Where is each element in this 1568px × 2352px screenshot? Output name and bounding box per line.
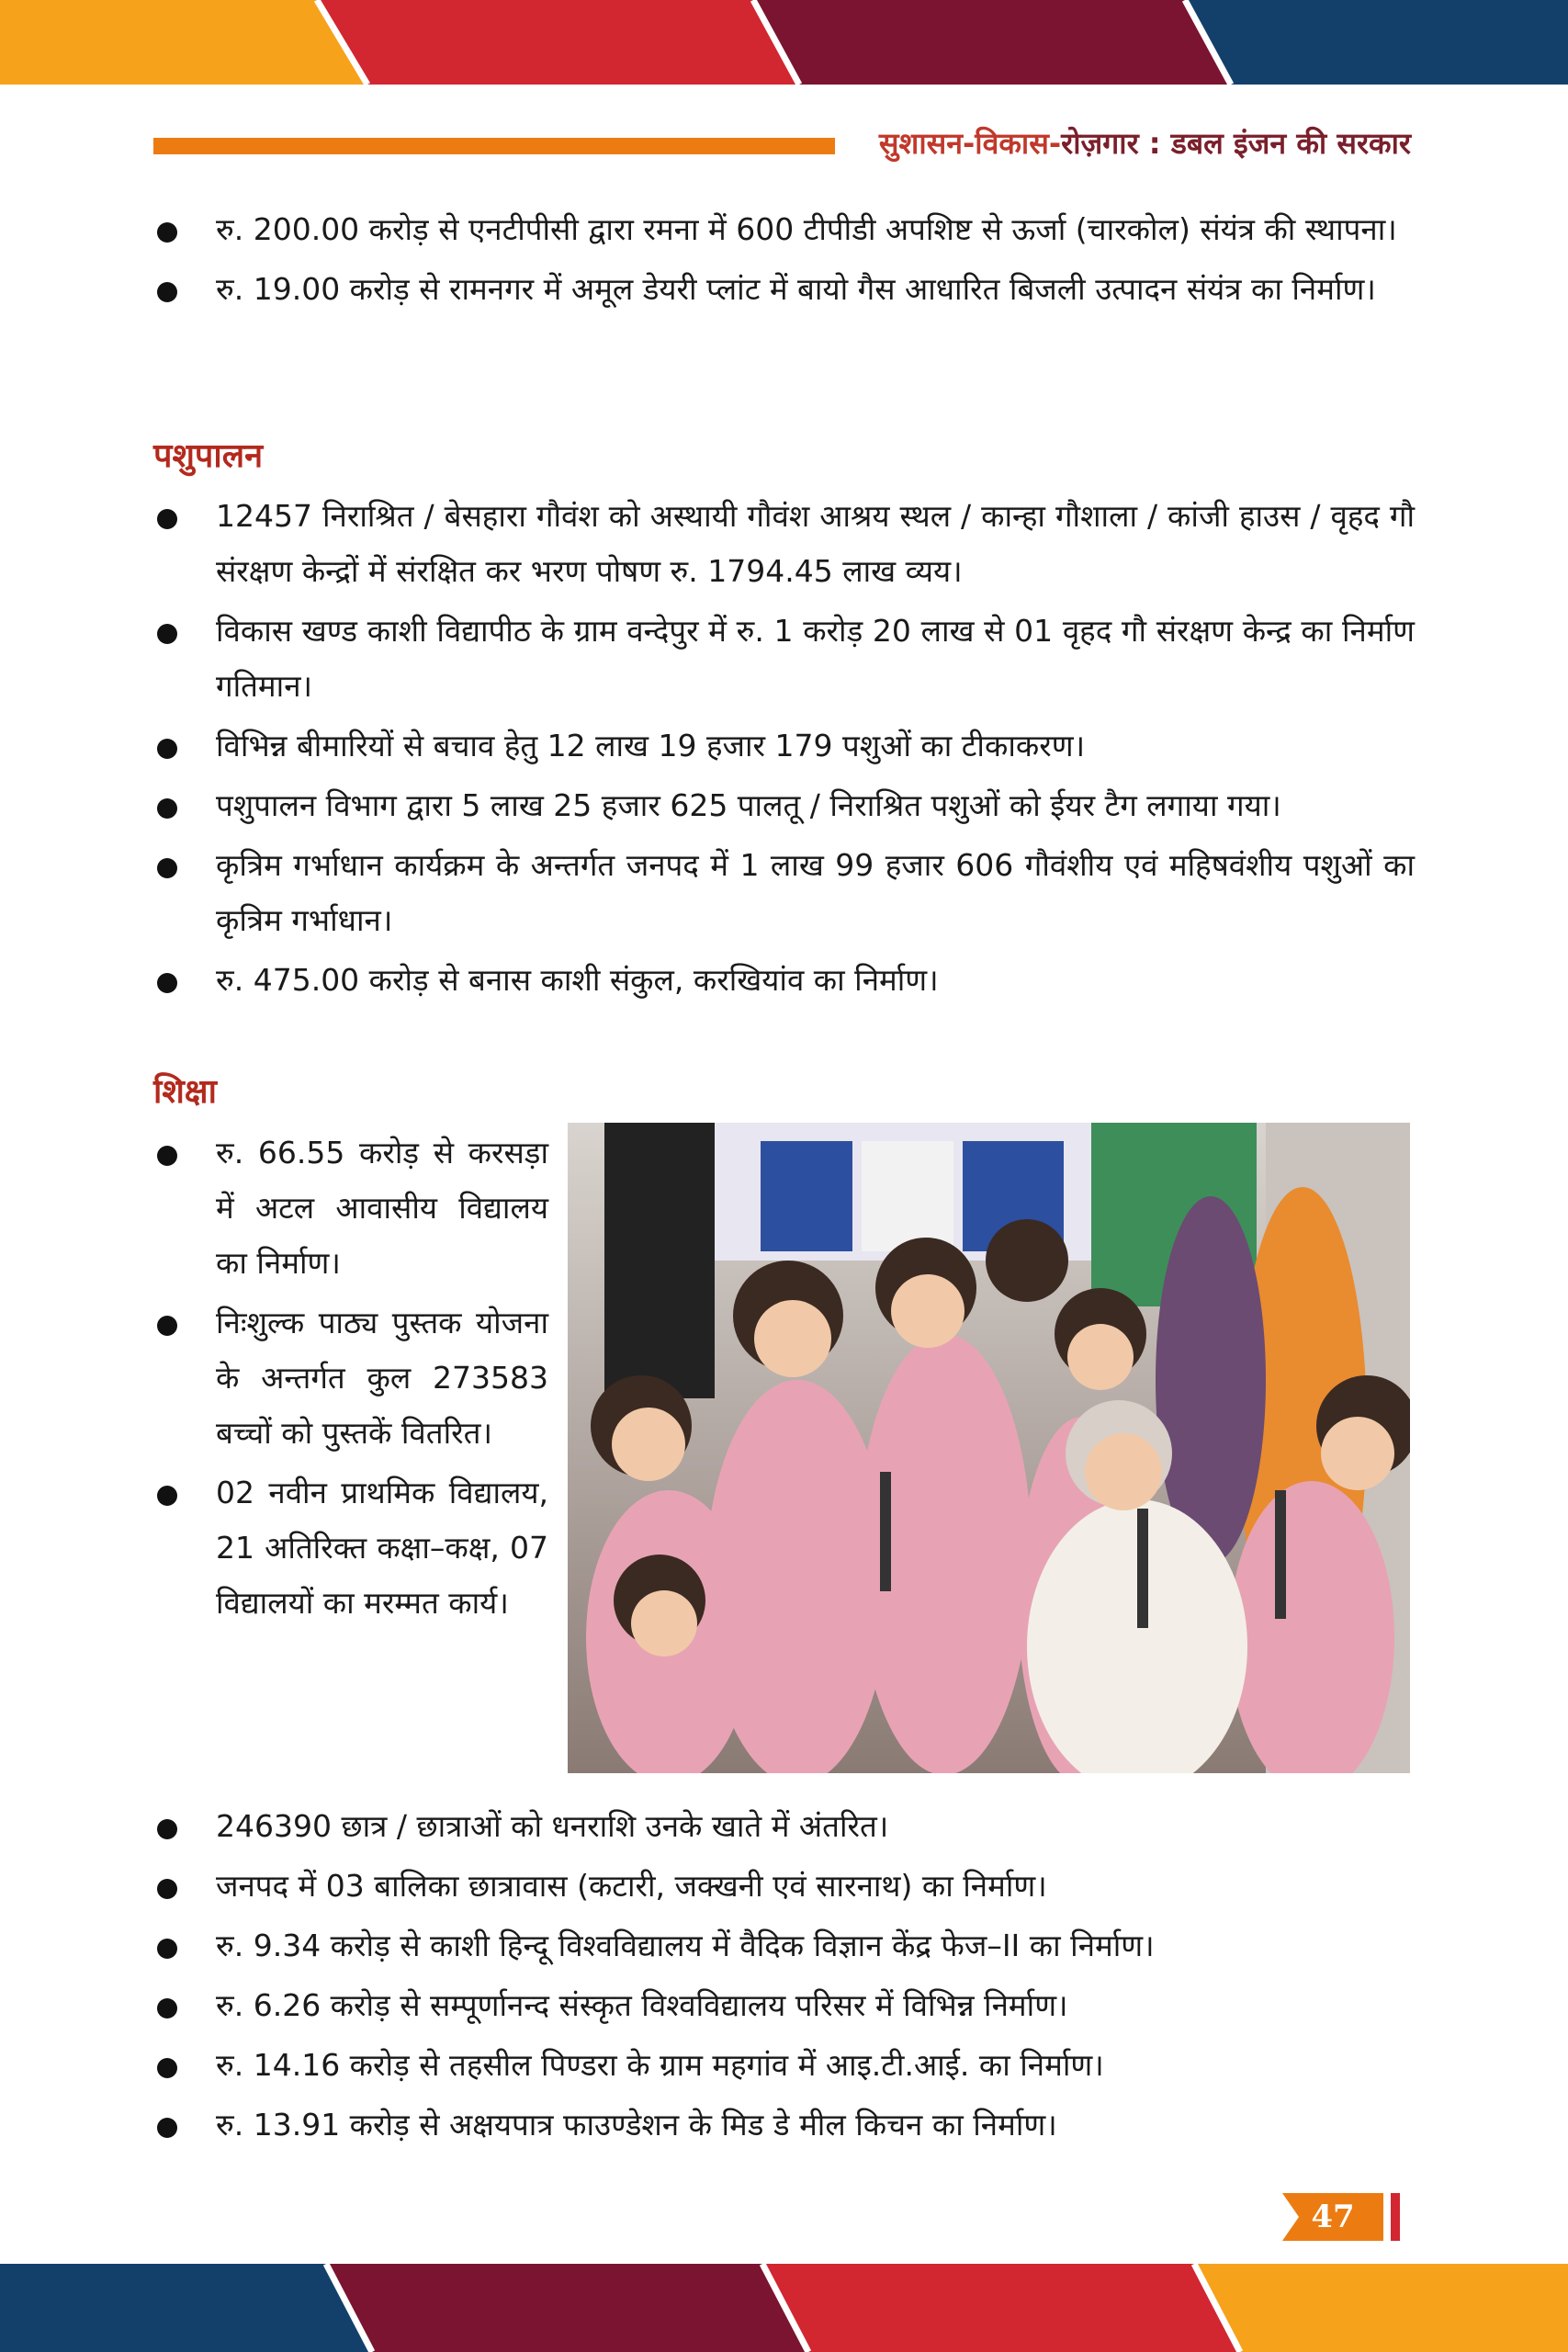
list-item: विभिन्न बीमारियों से बचाव हेतु 12 लाख 19 हजार 179 पशुओं का टीकाकरण। bbox=[153, 718, 1415, 774]
list-item: 12457 निराश्रित / बेसहारा गौवंश को अस्थायी गौवंश आश्रय स्थल / कान्हा गौशाला / कांजी हाउस / वृहद गौ संरक्षण केन्द्रों में संरक्षित कर भरण पोषण रु. 1794.45 लाख व्यय। bbox=[153, 489, 1415, 599]
list-item: रु. 13.91 करोड़ से अक्षयपात्र फाउण्डेशन के मिड डे मील किचन का निर्माण। bbox=[153, 2098, 1415, 2153]
list-item: विकास खण्ड काशी विद्यापीठ के ग्राम वन्देपुर में रु. 1 करोड़ 20 लाख से 01 वृहद गौ संरक्षण केन्द्र का निर्माण गतिमान। bbox=[153, 604, 1415, 714]
list-item: रु. 475.00 करोड़ से बनास काशी संकुल, करखियांव का निर्माण। bbox=[153, 953, 1415, 1008]
list-item: 246390 छात्र / छात्राओं को धनराशि उनके खाते में अंतरित। bbox=[153, 1799, 1415, 1854]
list-item: कृत्रिम गर्भाधान कार्यक्रम के अन्तर्गत जनपद में 1 लाख 99 हजार 606 गौवंशीय एवं महिषवंशीय पशुओं का कृत्रिम गर्भाधान। bbox=[153, 838, 1415, 948]
bottom-color-band bbox=[0, 2264, 1568, 2352]
pashupalan-bullet-list bbox=[153, 489, 1415, 1012]
section-heading-pashupalan: पशुपालन bbox=[153, 437, 264, 475]
list-item: रु. 9.34 करोड़ से काशी हिन्दू विश्वविद्यालय में वैदिक विज्ञान केंद्र फेज–II का निर्माण। bbox=[153, 1918, 1415, 1973]
list-item: रु. 66.55 करोड़ से करसड़ा में अटल आवासीय विद्यालय का निर्माण। bbox=[153, 1125, 548, 1291]
list-item: रु. 19.00 करोड़ से रामनगर में अमूल डेयरी प्लांट में बायो गैस आधारित बिजली उत्पादन संयंत्र का निर्माण। bbox=[153, 262, 1415, 317]
list-item: पशुपालन विभाग द्वारा 5 लाख 25 हजार 625 पालतू / निराश्रित पशुओं को ईयर टैग लगाया गया। bbox=[153, 778, 1415, 833]
list-item: रु. 14.16 करोड़ से तहसील पिण्डरा के ग्राम महगांव में आइ.टी.आई. का निर्माण। bbox=[153, 2038, 1415, 2093]
list-item: रु. 6.26 करोड़ से सम्पूर्णानन्द संस्कृत विश्वविद्यालय परिसर में विभिन्न निर्माण। bbox=[153, 1978, 1415, 2033]
shiksha-bullet-list bbox=[153, 1799, 1415, 2157]
header-title bbox=[845, 123, 1411, 163]
header-rule bbox=[153, 138, 835, 154]
list-item: 02 नवीन प्राथमिक विद्यालय, 21 अतिरिक्त कक्षा–कक्ष, 07 विद्यालयों का मरम्मत कार्य। bbox=[153, 1465, 548, 1631]
intro-bullet-list bbox=[153, 202, 1415, 322]
header-title-part1: सुशासन-विकास- bbox=[878, 126, 1062, 161]
header-title-part2: रोज़गार : डबल इंजन की सरकार bbox=[1061, 126, 1411, 161]
list-item: जनपद में 03 बालिका छात्रावास (कटारी, जक्खनी एवं सारनाथ) का निर्माण। bbox=[153, 1859, 1415, 1914]
shiksha-side-bullet-list bbox=[153, 1125, 548, 1635]
section-heading-shiksha: शिक्षा bbox=[153, 1073, 217, 1111]
list-item: रु. 200.00 करोड़ से एनटीपीसी द्वारा रमना में 600 टीपीडी अपशिष्ट से ऊर्जा (चारकोल) संयंत्र की स्थापना। bbox=[153, 202, 1415, 257]
top-color-band bbox=[0, 0, 1568, 85]
page-number: 47 bbox=[1311, 2199, 1355, 2235]
event-photo bbox=[568, 1123, 1410, 1773]
list-item: निःशुल्क पाठ्य पुस्तक योजना के अन्तर्गत कुल 273583 बच्चों को पुस्तकें वितरित। bbox=[153, 1295, 548, 1461]
